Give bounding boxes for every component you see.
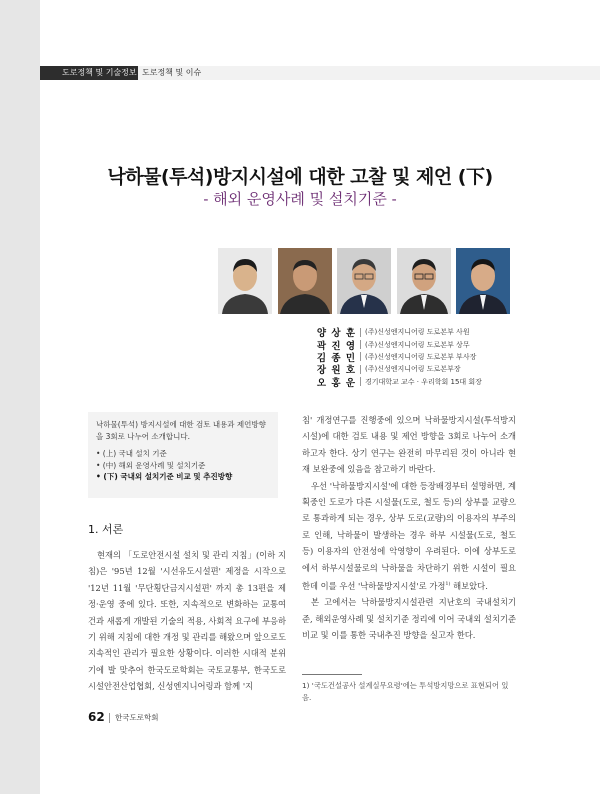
author-name: 곽 진 영 (316, 340, 356, 352)
author-affiliation: (주)신성엔지니어링 도로본부 부사장 (365, 352, 477, 361)
footnote-rule (302, 674, 362, 675)
footnote: 1) '국도건설공사 설계실무요령'에는 투석방지망으로 표현되어 있음. (302, 681, 509, 702)
author-row (316, 376, 516, 388)
section-heading: 1. 서론 (88, 523, 124, 536)
page-number: 62 (88, 710, 105, 724)
author-divider (360, 352, 361, 361)
author-affiliation: (주)신성엔지니어링 도로본부장 (365, 365, 461, 374)
author-affiliation: 경기대학교 교수 · 우리학회 15대 회장 (365, 377, 482, 386)
author-affiliation: (주)신성엔지니어링 도로본부 사원 (365, 328, 470, 337)
author-photo-2 (278, 248, 332, 314)
body-column-right (302, 412, 516, 643)
author-photo-4 (397, 248, 451, 314)
author-row (316, 363, 516, 375)
footer-divider (109, 713, 110, 723)
author-photos (218, 248, 510, 314)
author-name: 오 홍 운 (316, 377, 356, 389)
author-name: 장 원 호 (316, 365, 356, 377)
summary-item-current: • (下) 국내외 설치기준 비교 및 추진방향 (96, 472, 233, 481)
header-section-label: 도로정책 및 기술정보 (40, 66, 138, 80)
body-paragraph: 현재의 「도로안전시설 설치 및 관리 지침」(이하 지침)은 '95년 12월 '시선유도시설편' 제정을 시작으로 '12년 11월 '무단횡단금지시설편' 까지 총 13편을 제정·운영 중에 있다. 또한, 지속적으로 변화하는 교통여건과 새롭게 개발된 기술의 적용, 사회적 요구에 부응하기 위해 지침에 대한 개정 및 관리를 해왔으며 앞으로도 지속적인 관리가 필요한 상황이다. 이러한 시대적 분위기에 발 맞추어 한국도로학회는 국토교통부, 한국도로시설안전산업협회, 신성엔지니어링과 함께 '지 (88, 550, 286, 692)
summary-item: • (中) 해외 운영사례 및 설치기준 (96, 460, 206, 470)
author-divider (360, 377, 361, 386)
author-divider (360, 365, 361, 374)
author-row (316, 338, 516, 350)
body-text: 해보았다. (450, 580, 488, 591)
author-photo-3 (337, 248, 391, 314)
author-name: 김 종 민 (316, 352, 356, 364)
article-title: 낙하물(투석)방지시설에 대한 고찰 및 제언 (下) (107, 166, 493, 188)
author-row (316, 351, 516, 363)
body-paragraph: 침' 개정연구를 진행중에 있으며 낙하물방지시설(투석방지시설)에 대한 검토 내용 및 제언 방향을 3회로 나누어 소개하고자 한다. 상기 연구는 완전히 마무리된 것이 아니라 현재 보완중에 있음을 참고하기 바란다. (302, 415, 516, 475)
body-paragraph (302, 478, 516, 595)
author-list (316, 326, 516, 388)
header-subsection-label: 도로정책 및 이슈 (142, 68, 202, 77)
body-text: 우선 '낙하물방지시설'에 대한 등장배경부터 설명하면, 계획중인 도로가 다른 시설물(도로, 철도 등)의 상부를 교량으로 통과하게 되는 경우, 상부 도로(교량)의 이용자의 부주의로 인해, 낙하물이 발생하는 경우 하부 시설물(도로, 철도 등) 이용자의 안전성에 악영향이 우려된다. 이에 상부도로에서 하부시설물로의 낙하물을 차단하기 위한 시설이 필요한데 이를 우선 '낙하물방지시설'로 가정 (302, 480, 516, 591)
author-photo-1 (218, 248, 272, 314)
body-paragraph: 본 고에서는 낙하물방지시설관련 지난호의 국내설치기준, 해외운영사례 및 설치기준 정리에 이어 국내외 설치기준 비교 및 이를 통한 국내추진 방향을 실고자 한다. (302, 597, 516, 641)
author-photo-5 (456, 248, 510, 314)
summary-intro: 낙하물(투석) 방지시설에 대한 검토 내용과 제언방향을 3회로 나누어 소개합니다. (96, 420, 266, 441)
author-affiliation: (주)신성엔지니어링 도로본부 상무 (365, 340, 470, 349)
author-divider (360, 340, 361, 349)
author-divider (360, 328, 361, 337)
summary-item: • (上) 국내 설치 기준 (96, 449, 167, 458)
journal-name: 한국도로학회 (115, 713, 159, 722)
author-row (316, 326, 516, 338)
body-column-left (88, 547, 286, 695)
summary-box (88, 412, 278, 498)
author-name: 양 상 훈 (316, 328, 356, 340)
article-subtitle: - 해외 운영사례 및 설치기준 - (203, 190, 397, 208)
left-sidebar-band (0, 0, 40, 794)
footnote-marker: 1) (445, 581, 451, 588)
